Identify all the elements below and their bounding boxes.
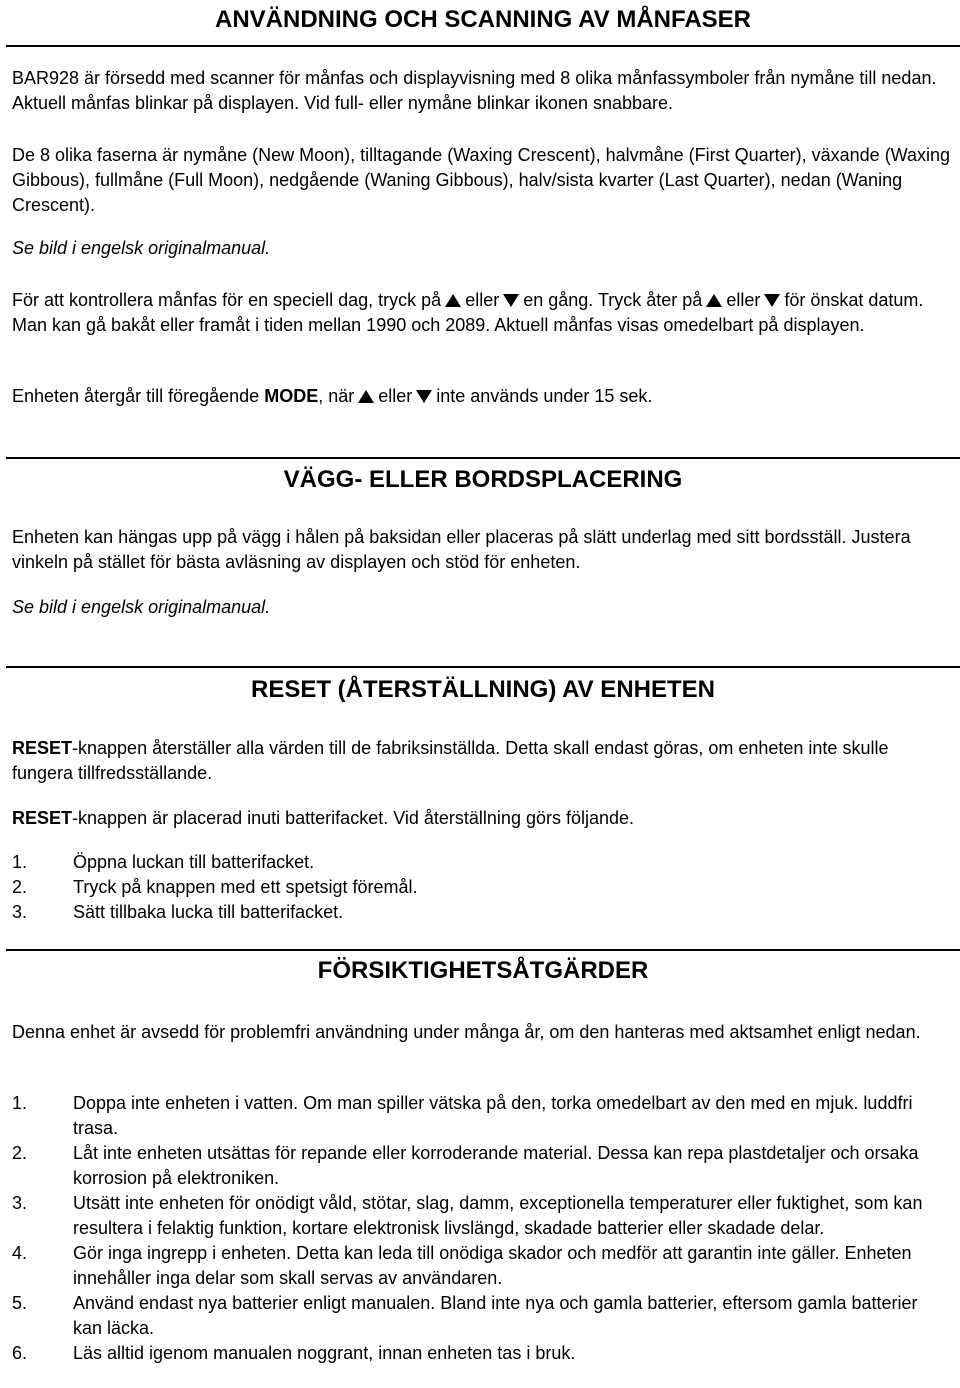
moon-phase-intro: BAR928 är försedd med scanner för månfas och displayvisning med 8 olika månfassymboler från nymåne till nedan. Aktuell månfas blinkar på displayen. Vid full- eller nymåne blinkar ikonen snabbare.	[12, 68, 937, 113]
list-text: Tryck på knappen med ett spetsigt föremål.	[73, 877, 418, 897]
list-text: Läs alltid igenom manualen noggrant, innan enheten tas i bruk.	[73, 1343, 576, 1363]
list-item	[12, 1241, 942, 1291]
list-number: 6.	[12, 1343, 28, 1363]
text: eller	[726, 290, 761, 310]
text: för önskat datum. Man kan gå bakåt eller framåt i tiden mellan 1990 och 2089. Aktuell månfas visas omedelbart på displayen.	[12, 290, 924, 335]
text: Enheten återgår till föregående	[12, 386, 260, 406]
list-text: Använd endast nya batterier enligt manualen. Bland inte nya och gamla batterier, eftersom gamla batterier kan läcka.	[73, 1293, 918, 1338]
list-number: 2.	[12, 877, 28, 897]
list-item	[12, 1091, 942, 1141]
list-number: 3.	[12, 1193, 28, 1213]
down-arrow-icon	[503, 294, 519, 307]
list-number: 3.	[12, 902, 28, 922]
list-item	[12, 1191, 942, 1241]
moon-phase-check-paragraph	[12, 288, 952, 338]
text: inte används under 15 sek.	[436, 386, 653, 406]
list-text: Låt inte enheten utsättas för repande eller korroderande material. Dessa kan repa plastdetaljer och orsaka korrosion på elektroniken.	[73, 1143, 919, 1188]
text: , när	[318, 386, 355, 406]
list-text: Doppa inte enheten i vatten. Om man spiller vätska på den, torka omedelbart av den med en mjuk. luddfri trasa.	[73, 1093, 913, 1138]
reset-label: RESET	[12, 738, 73, 758]
mode-label: MODE	[264, 386, 319, 406]
list-item	[12, 1291, 942, 1341]
text: -knappen är placerad inuti batterifacket. Vid återställning görs följande.	[72, 808, 635, 828]
list-number: 2.	[12, 1143, 28, 1163]
see-image-note: Se bild i engelsk originalmanual.	[12, 238, 271, 258]
section-divider	[6, 666, 960, 668]
list-number: 5.	[12, 1293, 28, 1313]
precautions-list	[12, 1091, 942, 1366]
text: eller	[378, 386, 413, 406]
up-arrow-icon	[358, 390, 374, 403]
reset-paragraph-1	[12, 736, 952, 786]
section-title-reset: RESET (ÅTERSTÄLLNING) AV ENHETEN	[250, 676, 715, 703]
list-item	[12, 1141, 942, 1191]
section-divider	[6, 949, 960, 951]
list-number: 1.	[12, 852, 28, 872]
list-item	[12, 850, 952, 875]
section-divider	[6, 45, 960, 47]
list-text: Gör inga ingrepp i enheten. Detta kan leda till onödiga skador och medför att garantin inte gäller. Enheten innehåller inga delar som skall servas av användaren.	[73, 1243, 912, 1288]
reset-paragraph-2	[12, 806, 952, 831]
text: en gång. Tryck åter på	[523, 290, 703, 310]
list-item	[12, 1341, 942, 1366]
mode-return-paragraph	[12, 384, 952, 409]
text: eller	[465, 290, 500, 310]
list-number: 4.	[12, 1243, 28, 1263]
precautions-intro: Denna enhet är avsedd för problemfri användning under många år, om den hanteras med aktsamhet enligt nedan.	[12, 1022, 921, 1042]
section-divider	[6, 457, 960, 459]
list-text: Öppna luckan till batterifacket.	[73, 852, 315, 872]
see-image-note: Se bild i engelsk originalmanual.	[12, 597, 271, 617]
up-arrow-icon	[445, 294, 461, 307]
section-title-precautions: FÖRSIKTIGHETSÅTGÄRDER	[317, 957, 649, 984]
section-title-moon-phase: ANVÄNDNING OCH SCANNING AV MÅNFASER	[214, 6, 751, 33]
reset-steps-list	[12, 850, 952, 925]
text: -knappen återställer alla värden till de fabriksinställda. Detta skall endast göras, om enheten inte skulle fungera tillfredsställande.	[12, 738, 889, 783]
list-item	[12, 875, 952, 900]
section-title-placement: VÄGG- ELLER BORDSPLACERING	[283, 466, 683, 493]
moon-phase-list-paragraph: De 8 olika faserna är nymåne (New Moon), tilltagande (Waxing Crescent), halvmåne (First Quarter), växande (Waxing Gibbous), fullmåne (Full Moon), nedgående (Waning Gibbous), halv/sista kvarter (Last Quarter), nedan (Waning Crescent).	[12, 145, 951, 215]
down-arrow-icon	[416, 390, 432, 403]
up-arrow-icon	[706, 294, 722, 307]
list-text: Sätt tillbaka lucka till batterifacket.	[73, 902, 344, 922]
text: För att kontrollera månfas för en speciell dag, tryck på	[12, 290, 442, 310]
reset-label: RESET	[12, 808, 73, 828]
list-text: Utsätt inte enheten för onödigt våld, stötar, slag, damm, exceptionella temperaturer eller fuktighet, som kan resultera i felaktig funktion, kortare elektronisk livslängd, skadade batterier eller skadade delar.	[73, 1193, 923, 1238]
list-number: 1.	[12, 1093, 28, 1113]
down-arrow-icon	[764, 294, 780, 307]
placement-paragraph: Enheten kan hängas upp på vägg i hålen på baksidan eller placeras på slätt underlag med sitt bordsställ. Justera vinkeln på stället för bästa avläsning av displayen och stöd för enheten.	[12, 527, 911, 572]
list-item	[12, 900, 952, 925]
